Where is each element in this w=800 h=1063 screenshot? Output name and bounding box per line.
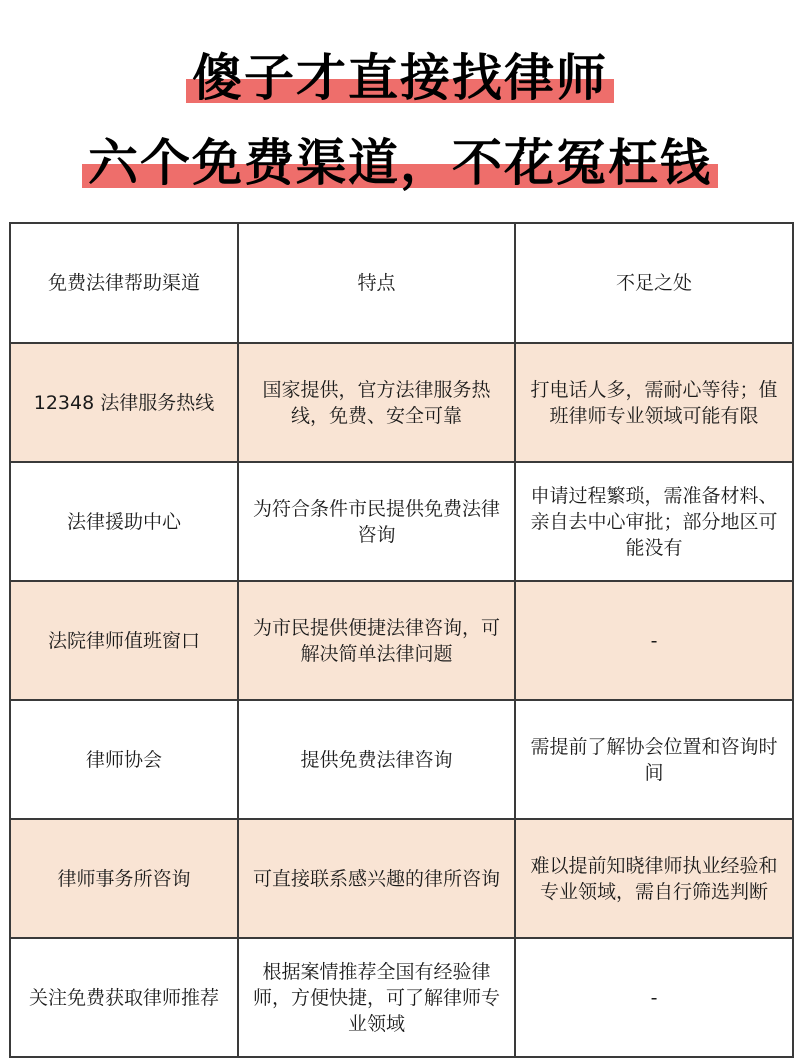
drawback-cell: 难以提前知晓律师执业经验和专业领域，需自行筛选判断 (515, 819, 793, 938)
channel-cell: 法律援助中心 (10, 462, 238, 581)
channel-cell: 12348 法律服务热线 (10, 343, 238, 462)
channel-cell: 律师协会 (10, 700, 238, 819)
table-row (10, 938, 793, 1057)
table-row (10, 462, 793, 581)
feature-cell: 国家提供，官方法律服务热线，免费、安全可靠 (238, 343, 515, 462)
channel-cell: 法院律师值班窗口 (10, 581, 238, 700)
feature-cell: 可直接联系感兴趣的律所咨询 (238, 819, 515, 938)
title-line-2 (0, 133, 800, 193)
table-row (10, 700, 793, 819)
table-row (10, 343, 793, 462)
feature-cell: 为市民提供便捷法律咨询，可解决简单法律问题 (238, 581, 515, 700)
table-header-row (10, 223, 793, 343)
title-line-2-text: 六个免费渠道，不花冤枉钱 (82, 133, 718, 193)
channel-cell: 关注免费获取律师推荐 (10, 938, 238, 1057)
table-row (10, 581, 793, 700)
drawback-cell: 申请过程繁琐，需准备材料、亲自去中心审批；部分地区可能没有 (515, 462, 793, 581)
channel-cell: 律师事务所咨询 (10, 819, 238, 938)
table-row (10, 819, 793, 938)
comparison-table (9, 222, 794, 1058)
title-header (0, 0, 800, 222)
drawback-cell: - (515, 581, 793, 700)
drawback-cell: 打电话人多，需耐心等待；值班律师专业领域可能有限 (515, 343, 793, 462)
feature-cell: 为符合条件市民提供免费法律咨询 (238, 462, 515, 581)
header-drawback: 不足之处 (515, 223, 793, 343)
title-line-1 (0, 48, 800, 108)
drawback-cell: 需提前了解协会位置和咨询时间 (515, 700, 793, 819)
comparison-table-container (9, 222, 792, 1056)
header-channel: 免费法律帮助渠道 (10, 223, 238, 343)
drawback-cell: - (515, 938, 793, 1057)
header-feature: 特点 (238, 223, 515, 343)
feature-cell: 根据案情推荐全国有经验律师，方便快捷，可了解律师专业领域 (238, 938, 515, 1057)
feature-cell: 提供免费法律咨询 (238, 700, 515, 819)
title-line-1-text: 傻子才直接找律师 (186, 48, 614, 108)
